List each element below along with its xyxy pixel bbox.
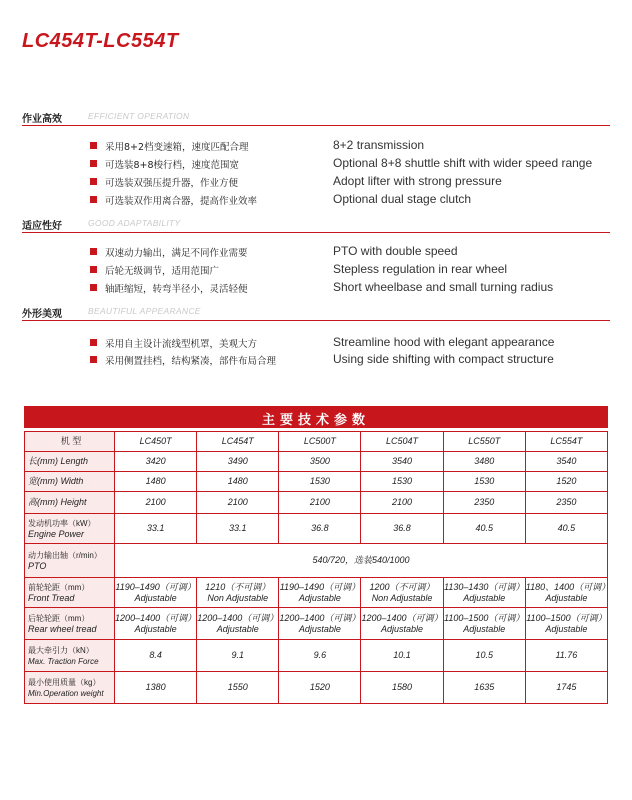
- row-label-cn: 前轮轮距（mm）: [28, 582, 90, 592]
- feature-en: Short wheelbase and small turning radius: [333, 280, 554, 294]
- table-cell: 1635: [443, 672, 525, 704]
- table-cell: 2350: [443, 492, 525, 514]
- feature-cn: 采用自主设计流线型机罩，美观大方: [105, 339, 258, 350]
- table-row: [25, 472, 608, 492]
- feature-cn: 轴距缩短，转弯半径小，灵活轻便: [105, 284, 248, 295]
- table-cell: 1530: [279, 472, 361, 492]
- section-header-efficient: [22, 108, 610, 126]
- section-title-en: EFFICIENT OPERATION: [88, 111, 190, 121]
- row-label-en: Max. Traction Force: [28, 656, 99, 666]
- feature-item: [90, 280, 610, 297]
- feature-cn: 可选装双作用离合器，提高作业效率: [105, 196, 258, 207]
- table-cell: 8.4: [115, 640, 197, 672]
- feature-en: Adopt lifter with strong pressure: [333, 174, 502, 188]
- spec-table: [24, 431, 611, 704]
- square-bullet-icon: [90, 248, 97, 255]
- pto-value-cell: 540/720，选装540/1000: [115, 544, 608, 578]
- section-header-adaptability: [22, 215, 610, 233]
- table-row: [25, 640, 608, 672]
- section-title-en: BEAUTIFUL APPEARANCE: [88, 306, 201, 316]
- table-cell: 2100: [197, 492, 279, 514]
- row-label: [25, 672, 115, 704]
- row-label: [25, 472, 115, 492]
- table-cell: 2100: [279, 492, 361, 514]
- table-cell: 1550: [197, 672, 279, 704]
- row-label: [25, 578, 115, 608]
- table-cell: 1100–1500（可调） Adjustable: [443, 608, 525, 640]
- table-cell: 33.1: [115, 514, 197, 544]
- row-label-en: Min.Operation weight: [28, 688, 104, 698]
- row-label-cn: 最大牵引力（kN）: [28, 645, 94, 655]
- square-bullet-icon: [90, 356, 97, 363]
- section-divider: [22, 125, 610, 126]
- table-row: [25, 492, 608, 514]
- feature-en: Optional dual stage clutch: [333, 192, 472, 206]
- model-header: LC554T: [525, 432, 607, 452]
- table-cell: 3420: [115, 452, 197, 472]
- table-cell: 2100: [115, 492, 197, 514]
- table-cell: 36.8: [279, 514, 361, 544]
- table-cell: 2350: [525, 492, 607, 514]
- square-bullet-icon: [90, 178, 97, 185]
- feature-cn: 可选装8+8梭行档，速度范围宽: [105, 160, 240, 171]
- table-cell: 1210（不可调） Non Adjustable: [197, 578, 279, 608]
- section-title-en: GOOD ADAPTABILITY: [88, 218, 181, 228]
- row-label-cn: 发动机功率（kW）: [28, 518, 96, 528]
- feature-cn: 采用侧置挂档，结构紧凑，部件布局合理: [105, 356, 277, 367]
- row-label-en: Engine Power: [28, 528, 85, 539]
- table-cell: 1745: [525, 672, 607, 704]
- table-cell: 40.5: [443, 514, 525, 544]
- row-label-cn: 后轮轮距（mm）: [28, 613, 90, 623]
- table-cell: 1200（不可调） Non Adjustable: [361, 578, 443, 608]
- feature-item: [90, 174, 610, 191]
- square-bullet-icon: [90, 160, 97, 167]
- row-label-en: Rear wheel tread: [28, 623, 97, 634]
- table-cell: 3480: [443, 452, 525, 472]
- feature-cn: 双速动力输出，满足不同作业需要: [105, 248, 248, 259]
- model-header: LC450T: [115, 432, 197, 452]
- table-cell: 3540: [525, 452, 607, 472]
- row-label-en: 长(mm) Length: [28, 456, 89, 466]
- row-label: [25, 492, 115, 514]
- model-header: LC500T: [279, 432, 361, 452]
- square-bullet-icon: [90, 142, 97, 149]
- table-row-front-tread: [25, 578, 608, 608]
- table-cell: 1530: [361, 472, 443, 492]
- page-title: LC454T-LC554T: [22, 30, 179, 52]
- row-label-cn: 动力输出轴（r/min）: [28, 550, 102, 560]
- table-cell: 1100–1500（可调） Adjustable: [525, 608, 607, 640]
- row-label: [25, 640, 115, 672]
- table-cell: 33.1: [197, 514, 279, 544]
- feature-cn: 可选装双强压提升器，作业方便: [105, 178, 239, 189]
- table-cell: 3490: [197, 452, 279, 472]
- feature-item: [90, 138, 610, 155]
- table-cell: 1530: [443, 472, 525, 492]
- table-cell: 10.1: [361, 640, 443, 672]
- feature-cn: 采用8+2档变速箱，速度匹配合理: [105, 142, 249, 153]
- table-cell: 1190–1490（可调） Adjustable: [115, 578, 197, 608]
- table-cell: 1380: [115, 672, 197, 704]
- table-cell: 1480: [197, 472, 279, 492]
- table-row: [25, 452, 608, 472]
- table-cell: 11.76: [525, 640, 607, 672]
- row-label-en: PTO: [28, 560, 47, 571]
- table-cell: 1200–1400（可调） Adjustable: [361, 608, 443, 640]
- section-title-cn: 外形美观: [22, 309, 62, 320]
- feature-item: [90, 156, 610, 173]
- row-label-cn: 最小使用质量（kg）: [28, 677, 101, 687]
- square-bullet-icon: [90, 196, 97, 203]
- feature-item: [90, 352, 610, 369]
- row-label-en: 高(mm) Height: [28, 497, 87, 507]
- row-label: [25, 514, 115, 544]
- table-cell: 1130–1430（可调） Adjustable: [443, 578, 525, 608]
- table-cell: 1200–1400（可调） Adjustable: [115, 608, 197, 640]
- table-cell: 1580: [361, 672, 443, 704]
- feature-cn: 后轮无级调节，适用范围广: [105, 266, 220, 277]
- table-cell: 1190–1490（可调） Adjustable: [279, 578, 361, 608]
- row-label-en: Front Tread: [28, 592, 75, 603]
- table-cell: 1480: [115, 472, 197, 492]
- spec-table-title: 主要技术参数: [261, 413, 370, 428]
- model-header: LC504T: [361, 432, 443, 452]
- table-cell: 40.5: [525, 514, 607, 544]
- row-label-en: 宽(mm) Width: [28, 476, 84, 486]
- header-label: 机 型: [25, 432, 115, 452]
- table-cell: 1200–1400（可调） Adjustable: [279, 608, 361, 640]
- row-label: [25, 544, 115, 578]
- section-title-cn: 适应性好: [22, 221, 62, 232]
- table-row: [25, 672, 608, 704]
- table-cell: 3540: [361, 452, 443, 472]
- table-header-row: [25, 432, 608, 452]
- feature-item: [90, 262, 610, 279]
- table-cell: 3500: [279, 452, 361, 472]
- model-header: LC454T: [197, 432, 279, 452]
- feature-en: Optional 8+8 shuttle shift with wider speed range: [333, 156, 593, 170]
- feature-en: Using side shifting with compact structure: [333, 352, 554, 366]
- section-divider: [22, 232, 610, 233]
- section-header-appearance: [22, 303, 610, 321]
- feature-en: Streamline hood with elegant appearance: [333, 335, 555, 349]
- table-cell: 1200–1400（可调） Adjustable: [197, 608, 279, 640]
- table-cell: 36.8: [361, 514, 443, 544]
- table-cell: 10.5: [443, 640, 525, 672]
- table-row-rear-tread: [25, 608, 608, 640]
- square-bullet-icon: [90, 266, 97, 273]
- table-cell: 9.1: [197, 640, 279, 672]
- table-row-pto: [25, 544, 608, 578]
- feature-en: Stepless regulation in rear wheel: [333, 262, 508, 276]
- table-row: [25, 514, 608, 544]
- feature-en: 8+2 transmission: [333, 138, 425, 152]
- square-bullet-icon: [90, 339, 97, 346]
- model-header: LC550T: [443, 432, 525, 452]
- row-label: [25, 452, 115, 472]
- table-cell: 9.6: [279, 640, 361, 672]
- table-cell: 2100: [361, 492, 443, 514]
- feature-item: [90, 335, 610, 352]
- feature-item: [90, 192, 610, 209]
- table-cell: 1520: [279, 672, 361, 704]
- table-cell: 1520: [525, 472, 607, 492]
- square-bullet-icon: [90, 284, 97, 291]
- spec-table-banner: [24, 406, 608, 428]
- row-label: [25, 608, 115, 640]
- section-divider: [22, 320, 610, 321]
- section-title-cn: 作业高效: [22, 114, 62, 125]
- feature-item: [90, 244, 610, 261]
- table-cell: 1180、1400（可调） Adjustable: [525, 578, 607, 608]
- feature-en: PTO with double speed: [333, 244, 458, 258]
